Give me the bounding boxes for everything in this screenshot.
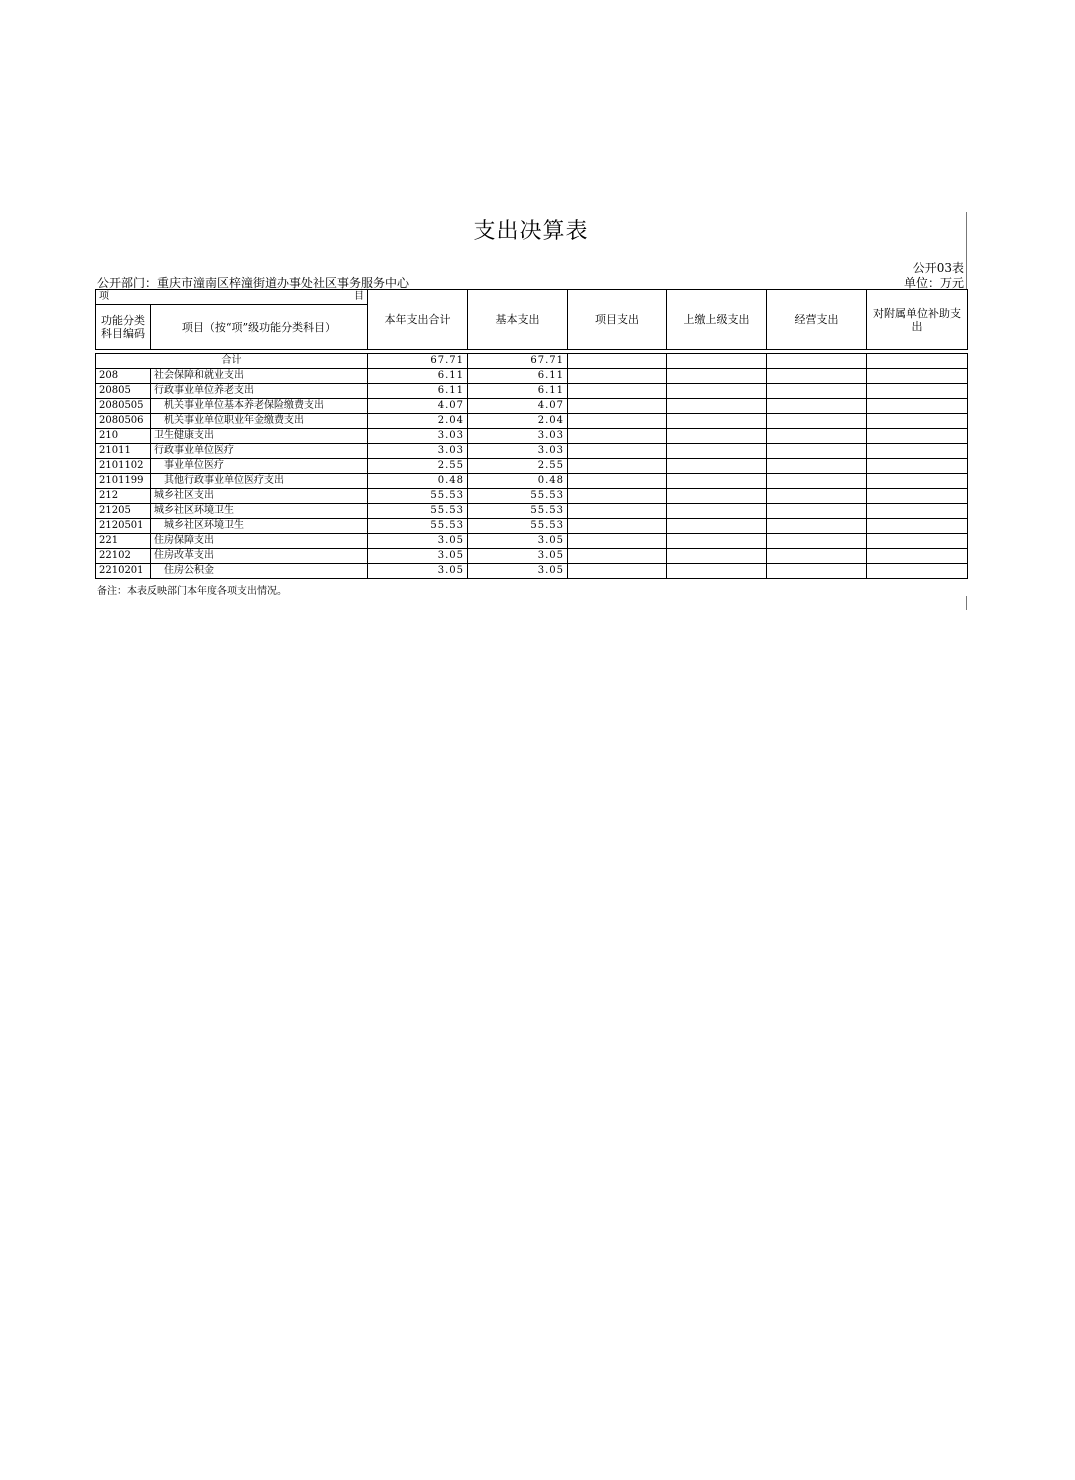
right-border-line-bottom (966, 596, 967, 610)
row-value (667, 504, 767, 519)
row-value (568, 444, 667, 459)
row-value (667, 489, 767, 504)
row-value (867, 414, 968, 429)
row-name: 城乡社区环境卫生 (151, 519, 368, 534)
table-row (96, 549, 968, 564)
row-value (667, 519, 767, 534)
table-row (96, 534, 968, 549)
row-value (767, 489, 867, 504)
row-value (867, 369, 968, 384)
row-code: 2080506 (96, 414, 151, 429)
row-value: 3.05 (468, 564, 568, 579)
row-value (767, 444, 867, 459)
row-code: 21011 (96, 444, 151, 459)
row-name: 其他行政事业单位医疗支出 (151, 474, 368, 489)
row-value (767, 369, 867, 384)
col-header-remit: 上缴上级支出 (667, 290, 767, 350)
row-value (867, 429, 968, 444)
total-value (667, 354, 767, 369)
item-header (96, 290, 368, 305)
col-header-basic: 基本支出 (468, 290, 568, 350)
row-value: 2.04 (468, 414, 568, 429)
row-value (767, 564, 867, 579)
col-header-subsidy: 对附属单位补助支出 (867, 290, 968, 350)
row-code: 210 (96, 429, 151, 444)
table-row (96, 414, 968, 429)
row-value (667, 459, 767, 474)
row-value (568, 429, 667, 444)
row-value (667, 429, 767, 444)
page-title: 支出决算表 (473, 219, 589, 244)
row-value (767, 414, 867, 429)
row-value (568, 399, 667, 414)
col-header-name: 项目（按“项”级功能分类科目） (151, 305, 368, 350)
row-value (568, 534, 667, 549)
row-value: 2.55 (468, 459, 568, 474)
row-value (867, 399, 968, 414)
row-value (867, 504, 968, 519)
row-name: 行政事业单位医疗 (151, 444, 368, 459)
row-value (867, 459, 968, 474)
row-value (568, 369, 667, 384)
row-name: 机关事业单位基本养老保险缴费支出 (151, 399, 368, 414)
row-code: 21205 (96, 504, 151, 519)
row-value (568, 474, 667, 489)
total-value (767, 354, 867, 369)
row-name: 城乡社区环境卫生 (151, 504, 368, 519)
row-value (767, 384, 867, 399)
row-value (667, 564, 767, 579)
row-value (867, 384, 968, 399)
total-value: 67.71 (368, 354, 468, 369)
row-value (667, 369, 767, 384)
row-value (867, 474, 968, 489)
row-value (568, 504, 667, 519)
row-value (767, 459, 867, 474)
row-value (568, 384, 667, 399)
total-value (867, 354, 968, 369)
expenditure-table (95, 289, 968, 579)
row-value: 3.03 (468, 429, 568, 444)
row-name: 住房公积金 (151, 564, 368, 579)
row-name: 行政事业单位养老支出 (151, 384, 368, 399)
row-value: 2.55 (368, 459, 468, 474)
row-value (867, 444, 968, 459)
total-value: 67.71 (468, 354, 568, 369)
row-value: 0.48 (468, 474, 568, 489)
row-name: 住房改革支出 (151, 549, 368, 564)
row-value (867, 489, 968, 504)
row-value: 4.07 (468, 399, 568, 414)
row-value: 55.53 (468, 489, 568, 504)
row-name: 城乡社区支出 (151, 489, 368, 504)
row-code: 2101199 (96, 474, 151, 489)
row-value: 3.05 (368, 534, 468, 549)
table-row (96, 459, 968, 474)
row-value: 55.53 (368, 489, 468, 504)
row-value (667, 534, 767, 549)
total-label: 合计 (96, 354, 368, 369)
row-value (767, 429, 867, 444)
row-value (867, 549, 968, 564)
row-value: 3.03 (468, 444, 568, 459)
table-row (96, 564, 968, 579)
row-value: 6.11 (368, 369, 468, 384)
row-value: 55.53 (368, 519, 468, 534)
row-code: 2080505 (96, 399, 151, 414)
total-row (96, 354, 968, 369)
row-value: 3.05 (468, 534, 568, 549)
row-value: 3.03 (368, 444, 468, 459)
table-row (96, 429, 968, 444)
row-value (867, 534, 968, 549)
table-row (96, 369, 968, 384)
row-value (568, 489, 667, 504)
row-value: 6.11 (368, 384, 468, 399)
table-row (96, 444, 968, 459)
col-header-code: 功能分类科目编码 (96, 305, 151, 350)
row-name: 卫生健康支出 (151, 429, 368, 444)
row-value (667, 414, 767, 429)
item-header-right: 目 (354, 291, 364, 302)
row-name: 机关事业单位职业年金缴费支出 (151, 414, 368, 429)
row-value: 3.05 (368, 564, 468, 579)
row-name: 住房保障支出 (151, 534, 368, 549)
row-value (767, 474, 867, 489)
row-code: 2120501 (96, 519, 151, 534)
row-value: 3.05 (468, 549, 568, 564)
row-name: 事业单位医疗 (151, 459, 368, 474)
row-value (568, 564, 667, 579)
row-value (667, 384, 767, 399)
table-row (96, 519, 968, 534)
col-header-total: 本年支出合计 (368, 290, 468, 350)
row-code: 2101102 (96, 459, 151, 474)
total-value (568, 354, 667, 369)
row-value: 6.11 (468, 384, 568, 399)
item-header-left: 项 (99, 291, 109, 302)
unit-label: 单位：万元 (903, 276, 964, 290)
row-name: 社会保障和就业支出 (151, 369, 368, 384)
table-row (96, 474, 968, 489)
row-value (767, 549, 867, 564)
row-value: 3.03 (368, 429, 468, 444)
table-row (96, 384, 968, 399)
row-value: 4.07 (368, 399, 468, 414)
col-header-business: 经营支出 (767, 290, 867, 350)
table-row (96, 489, 968, 504)
row-value: 55.53 (368, 504, 468, 519)
row-value (568, 459, 667, 474)
row-code: 221 (96, 534, 151, 549)
row-value (667, 474, 767, 489)
row-value (767, 519, 867, 534)
row-value: 55.53 (468, 519, 568, 534)
row-value: 6.11 (468, 369, 568, 384)
header-row-top (96, 290, 968, 305)
footnote: 备注：本表反映部门本年度各项支出情况。 (97, 586, 287, 597)
row-value (568, 414, 667, 429)
row-value: 2.04 (368, 414, 468, 429)
table-row (96, 504, 968, 519)
row-value: 55.53 (468, 504, 568, 519)
row-code: 2210201 (96, 564, 151, 579)
row-value (667, 549, 767, 564)
row-value (867, 564, 968, 579)
row-value (867, 519, 968, 534)
right-border-line (966, 212, 967, 290)
col-header-project: 项目支出 (568, 290, 667, 350)
row-value (767, 399, 867, 414)
row-value (568, 549, 667, 564)
department-label: 公开部门：重庆市潼南区梓潼街道办事处社区事务服务中心 (97, 276, 410, 290)
row-code: 20805 (96, 384, 151, 399)
row-value (667, 399, 767, 414)
row-code: 212 (96, 489, 151, 504)
row-value: 0.48 (368, 474, 468, 489)
row-value: 3.05 (368, 549, 468, 564)
form-code: 公开03表 (912, 261, 964, 275)
table-row (96, 399, 968, 414)
row-value (767, 504, 867, 519)
row-code: 22102 (96, 549, 151, 564)
row-value (667, 444, 767, 459)
row-code: 208 (96, 369, 151, 384)
row-value (568, 519, 667, 534)
row-value (767, 534, 867, 549)
